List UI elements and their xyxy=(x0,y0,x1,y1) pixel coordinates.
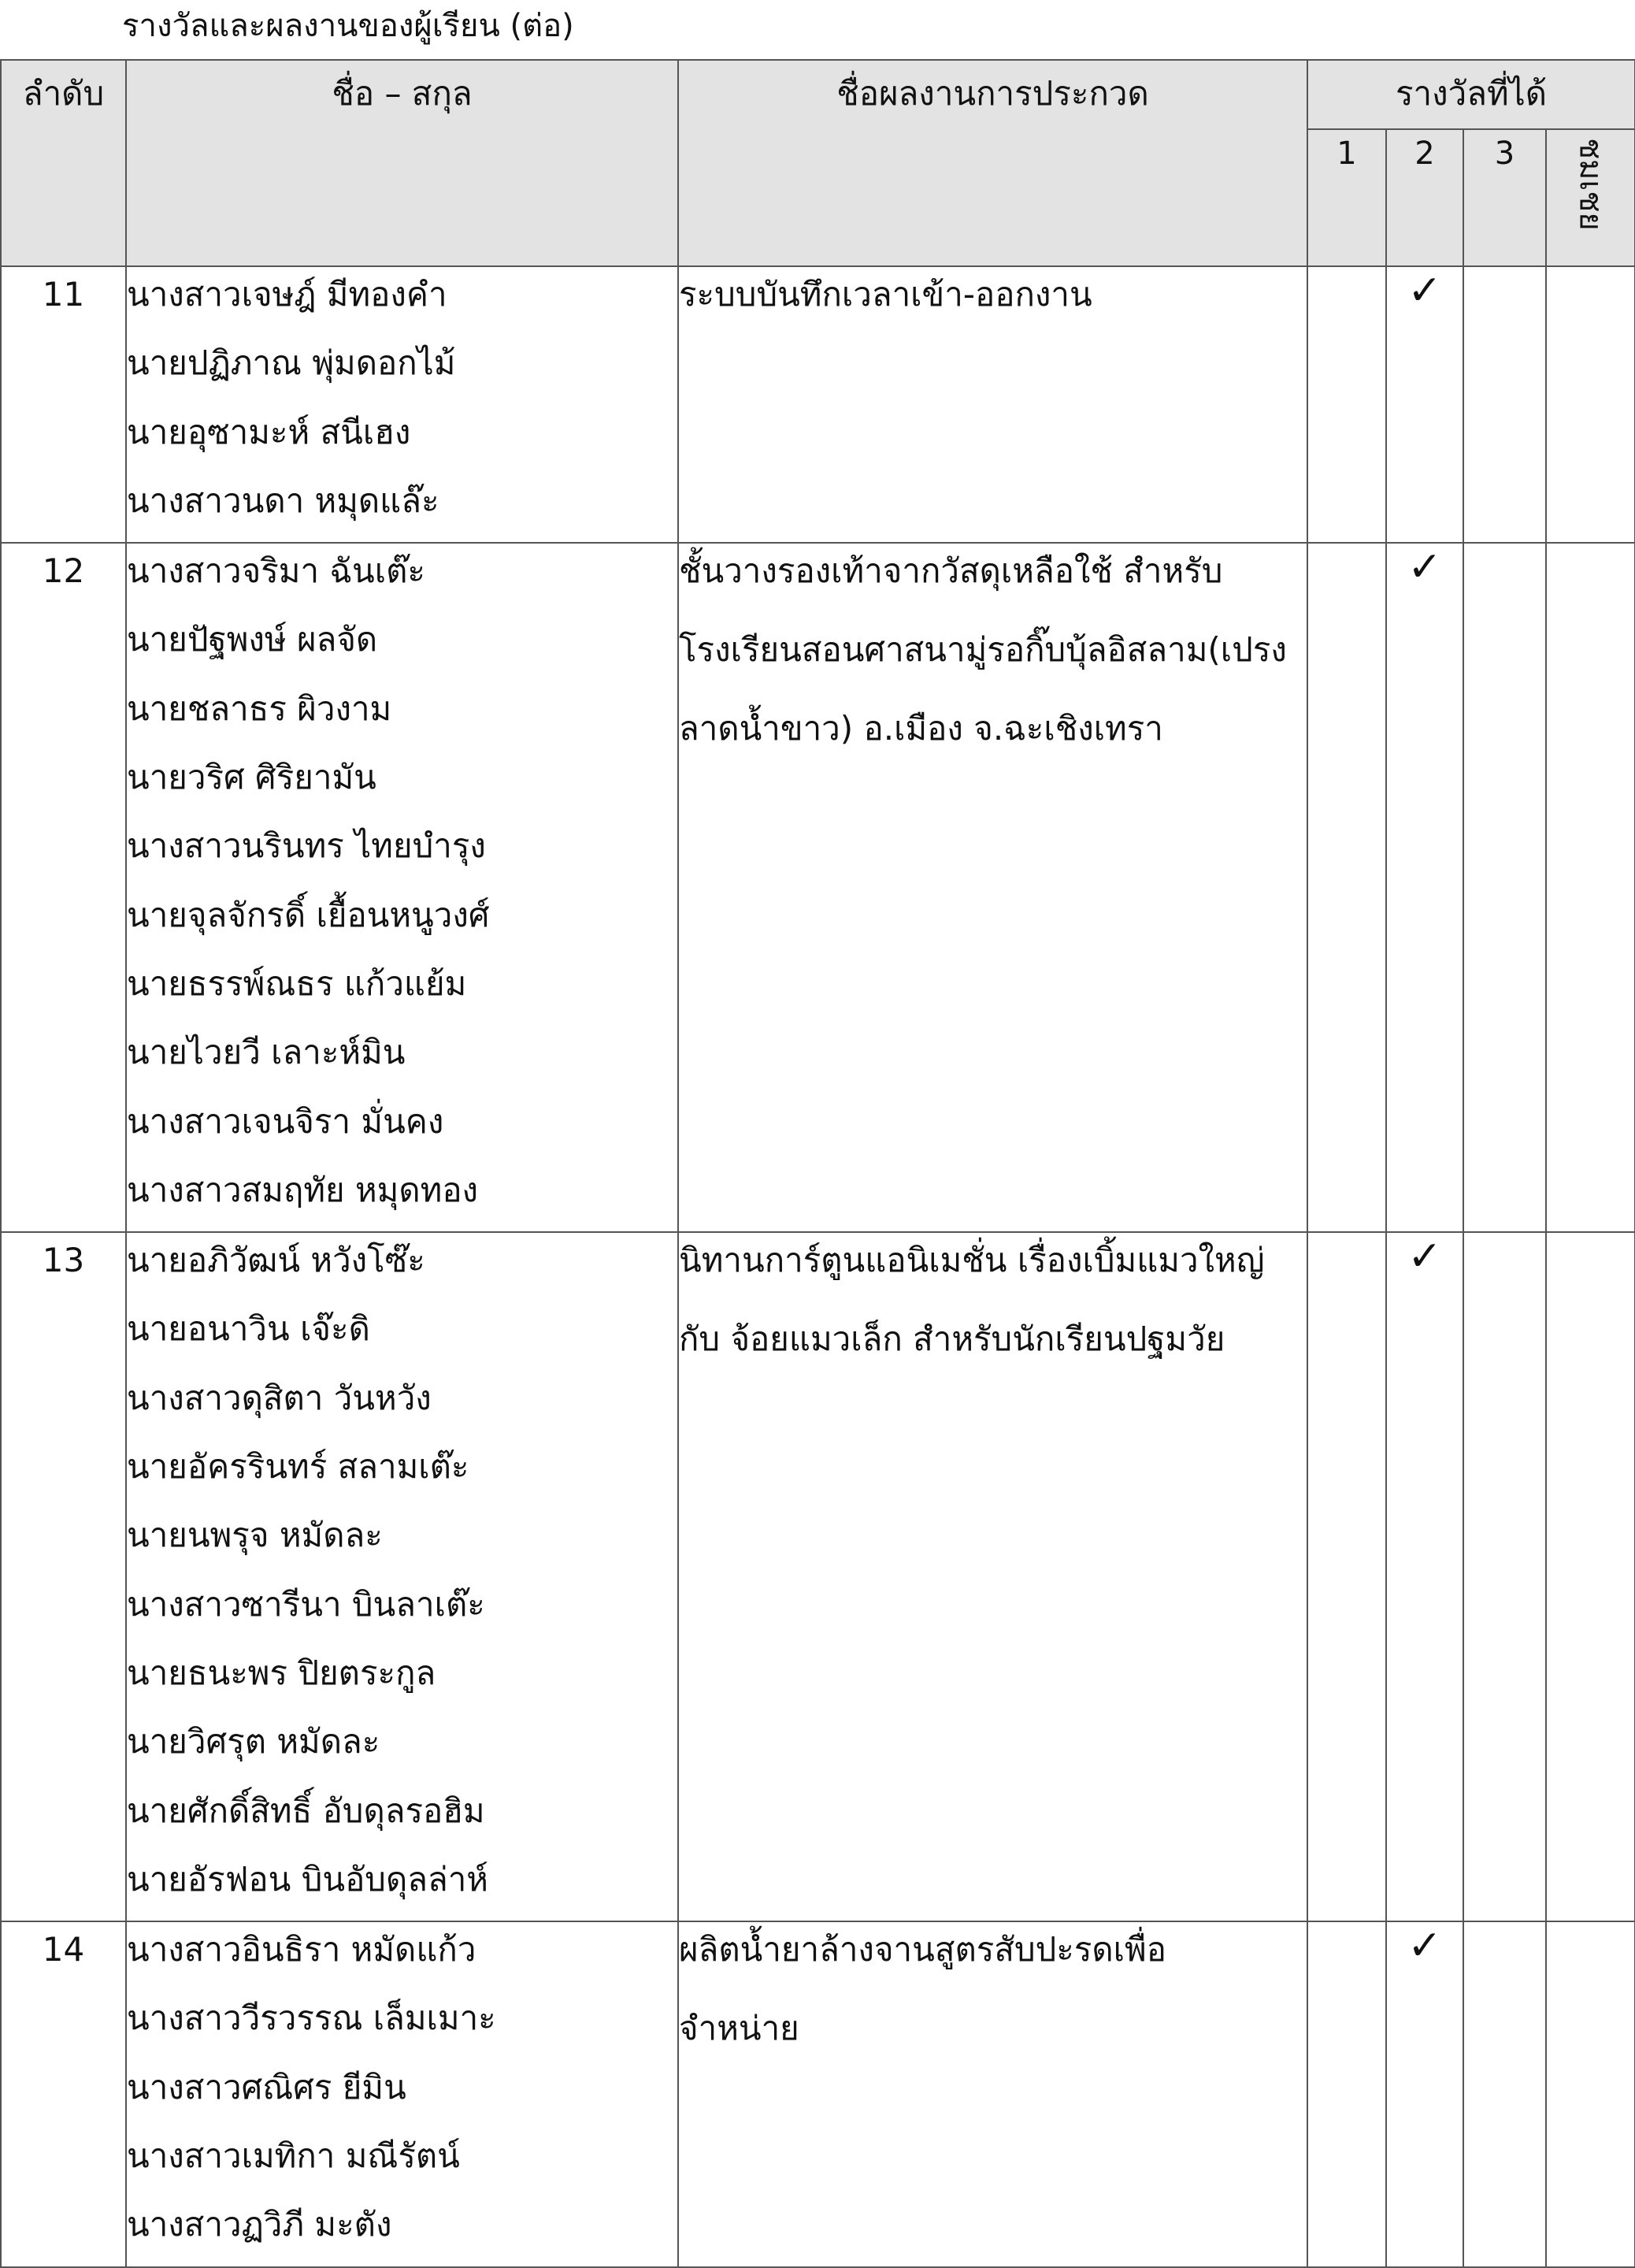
work-title-line: ชั้นวางรองเท้าจากวัสดุเหลือใช้ สำหรับ xyxy=(679,551,1223,591)
member-name: นางสาวดุสิตา วันหวัง xyxy=(127,1378,432,1417)
checkmark-icon: ✓ xyxy=(1407,1922,1442,1970)
award-cell-2 xyxy=(1386,1921,1463,2266)
award-cell-4 xyxy=(1546,1921,1635,2266)
table-row xyxy=(1,1921,1635,2266)
checkmark-icon: ✓ xyxy=(1407,267,1442,314)
member-name: นายวริศ ศิริยามัน xyxy=(127,758,376,797)
work-title-line: ระบบบันทึกเวลาเข้า-ออกงาน xyxy=(679,275,1092,314)
award-cell-2 xyxy=(1386,1232,1463,1921)
member-name: นายจุลจักรดิ์ เยื้อนหนูวงศ์ xyxy=(127,895,490,934)
member-name: นายอภิวัฒน์ หวังโซ๊ะ xyxy=(127,1241,425,1280)
awards-table xyxy=(0,59,1635,2268)
member-name: นายธรรพ์ณธร แก้วแย้ม xyxy=(127,963,467,1003)
work-title xyxy=(678,266,1307,543)
member-name: นางสาวเจนจิรา มั่นคง xyxy=(127,1101,444,1141)
award-cell-3 xyxy=(1463,543,1546,1232)
member-name: นายปฏิภาณ พุ่มดอกไม้ xyxy=(127,343,456,383)
work-title xyxy=(678,1921,1307,2266)
table-row xyxy=(1,543,1635,1232)
checkmark-icon: ✓ xyxy=(1407,1233,1442,1281)
award-cell-1 xyxy=(1307,266,1386,543)
member-name: นายปัฐพงษ์ ผลจัด xyxy=(127,620,378,659)
member-names xyxy=(126,1921,678,2266)
award-cell-3 xyxy=(1463,1921,1546,2266)
row-number: 11 xyxy=(1,266,126,543)
member-name: นายอุซามะห์ สนีเฮง xyxy=(127,412,411,451)
award-cell-2 xyxy=(1386,543,1463,1232)
header-award: รางวัลที่ได้ xyxy=(1307,60,1635,129)
header-work: ชื่อผลงานการประกวด xyxy=(678,60,1307,266)
checkmark-icon: ✓ xyxy=(1407,544,1442,592)
member-name: นางสาววีรวรรณ เล็มเมาะ xyxy=(127,1999,496,2038)
header-award-col-1: 1 xyxy=(1307,129,1386,266)
member-name: นายศักดิ์สิทธิ์ อับดุลรอฮิม xyxy=(127,1791,485,1830)
member-name: นางสาวซารีนา บินลาเต๊ะ xyxy=(127,1584,485,1624)
award-cell-4 xyxy=(1546,1232,1635,1921)
table-row xyxy=(1,266,1635,543)
member-name: นางสาวนรินทร ไทยบำรุง xyxy=(127,826,486,866)
member-name: นางสาวจริมา ฉันเต๊ะ xyxy=(127,551,425,591)
member-names xyxy=(126,543,678,1232)
member-names xyxy=(126,1232,678,1921)
member-name: นางสาวฏวิภี มะตัง xyxy=(127,2205,392,2244)
header-award-col-honorable: ชมเชย xyxy=(1546,129,1635,266)
header-award-col-2: 2 xyxy=(1386,129,1463,266)
member-name: นายวิศรุต หมัดละ xyxy=(127,1722,380,1761)
member-name: นางสาวเมทิกา มณีรัตน์ xyxy=(127,2136,460,2176)
awards-table-body xyxy=(1,266,1635,2267)
work-title-line: กับ จ้อยแมวเล็ก สำหรับนักเรียนปฐมวัย xyxy=(679,1320,1225,1359)
award-cell-1 xyxy=(1307,1921,1386,2266)
member-name: นางสาวนดา หมุดแล๊ะ xyxy=(127,481,439,520)
award-cell-2 xyxy=(1386,266,1463,543)
work-title-line: ผลิตน้ำยาล้างจานสูตรสับปะรดเพื่อ xyxy=(679,1930,1166,1969)
member-name: นายไวยวี เลาะห์มิน xyxy=(127,1033,406,1072)
work-title xyxy=(678,543,1307,1232)
award-cell-3 xyxy=(1463,1232,1546,1921)
award-cell-4 xyxy=(1546,266,1635,543)
award-cell-4 xyxy=(1546,543,1635,1232)
member-name: นางสาวสมฤทัย หมุดทอง xyxy=(127,1170,479,1209)
member-name: นายธนะพร ปิยตระกูล xyxy=(127,1653,436,1692)
table-row xyxy=(1,1232,1635,1921)
work-title-line: จำหน่าย xyxy=(679,2009,799,2048)
member-names xyxy=(126,266,678,543)
work-title-line: โรงเรียนสอนศาสนามู่รอกิ๊บบุ้ลอิสลาม(เปรง xyxy=(679,630,1287,670)
work-title xyxy=(678,1232,1307,1921)
member-name: นายอนาวิน เจ๊ะดิ xyxy=(127,1309,370,1349)
member-name: นายนพรุจ หมัดละ xyxy=(127,1516,383,1555)
member-name: นางสาวอินธิรา หมัดแก้ว xyxy=(127,1930,476,1969)
header-order: ลำดับ xyxy=(1,60,126,266)
member-name: นางสาวเจษฎ์ มีทองคำ xyxy=(127,275,447,314)
page-title: รางวัลและผลงานของผู้เรียน (ต่อ) xyxy=(122,8,574,44)
work-title-line: ลาดน้ำขาว) อ.เมือง จ.ฉะเชิงเทรา xyxy=(679,709,1163,748)
member-name: นางสาวศณิศร ยีมิน xyxy=(127,2067,406,2107)
award-cell-3 xyxy=(1463,266,1546,543)
award-cell-1 xyxy=(1307,1232,1386,1921)
row-number: 13 xyxy=(1,1232,126,1921)
row-number: 12 xyxy=(1,543,126,1232)
member-name: นายอัครรินทร์ สลามเต๊ะ xyxy=(127,1447,469,1487)
award-cell-1 xyxy=(1307,543,1386,1232)
row-number: 14 xyxy=(1,1921,126,2266)
member-name: นายอัรฟอน บินอับดุลล่าห์ xyxy=(127,1859,488,1899)
header-name: ชื่อ – สกุล xyxy=(126,60,678,266)
header-award-col-3: 3 xyxy=(1463,129,1546,266)
work-title-line: นิทานการ์ตูนแอนิเมชั่น เรื่องเบิ้มแมวใหญ่ xyxy=(679,1241,1265,1280)
member-name: นายชลาธร ผิวงาม xyxy=(127,689,392,728)
